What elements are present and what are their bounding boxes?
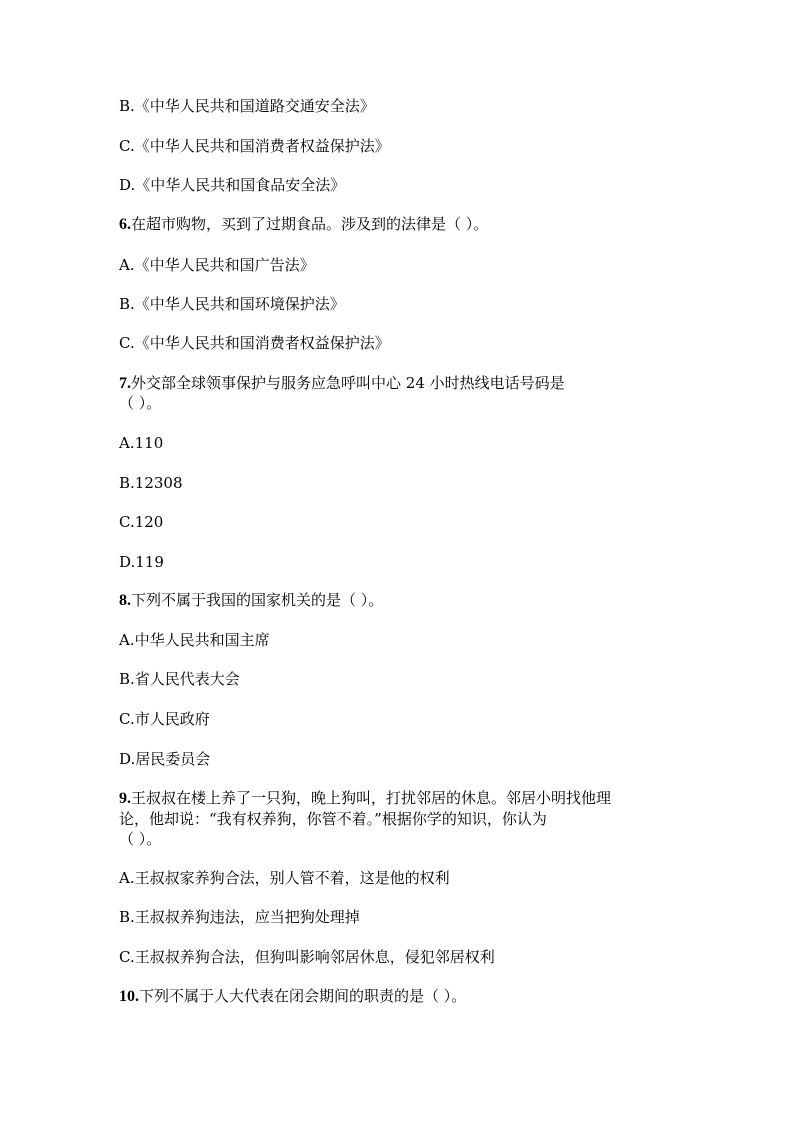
option-d-line (119, 175, 345, 195)
question-7-blank (119, 393, 161, 413)
option-a-line (119, 433, 163, 453)
option-c-line (119, 947, 495, 967)
line-text: A.《中华人民共和国广告法》 (119, 256, 315, 274)
question-9 (119, 788, 611, 809)
question-number: 10. (119, 988, 139, 1005)
question-text: 论，他却说：“我有权养狗，你管不着。”根据你学的知识，你认为 (119, 810, 547, 828)
question-text: 外交部全球领事保护与服务应急呼叫中心 24 小时热线电话号码是 (131, 374, 565, 392)
question-10 (119, 986, 466, 1007)
option-c-line (119, 136, 390, 156)
answer-blank: （ ）。 (119, 394, 162, 412)
line-text: B.12308 (119, 474, 183, 492)
line-text: C.120 (119, 513, 164, 531)
line-text: B.《中华人民共和国环境保护法》 (119, 295, 345, 313)
line-text: C.《中华人民共和国消费者权益保护法》 (119, 137, 390, 155)
line-text: C.王叔叔养狗合法，但狗叫影响邻居休息，侵犯邻居权利 (119, 948, 495, 966)
question-8 (119, 590, 383, 611)
option-b-line (119, 669, 240, 689)
line-text: A.王叔叔家养狗合法，别人管不着，这是他的权利 (119, 869, 450, 887)
option-c-line (119, 512, 163, 532)
option-c-line (119, 333, 390, 353)
option-c-line (119, 709, 210, 729)
question-number: 8. (119, 592, 131, 609)
option-a-line (119, 630, 270, 650)
line-text: B.王叔叔养狗违法，应当把狗处理掉 (119, 908, 360, 926)
option-a-line (119, 868, 450, 888)
line-text: B.省人民代表大会 (119, 670, 240, 688)
line-text: D.《中华人民共和国食品安全法》 (119, 176, 346, 194)
answer-blank: （ ）。 (119, 830, 162, 848)
question-text: 下列不属于人大代表在闭会期间的职责的是（ ）。 (139, 987, 467, 1005)
line-text: D.119 (119, 553, 164, 571)
line-text: C.《中华人民共和国消费者权益保护法》 (119, 334, 390, 352)
option-b-line (119, 907, 360, 927)
line-text: A.110 (119, 434, 164, 452)
option-d-line (119, 749, 210, 769)
question-9-continued (119, 809, 547, 829)
option-b-line (119, 294, 345, 314)
line-text: A.中华人民共和国主席 (119, 631, 270, 649)
option-b-line (119, 96, 375, 116)
option-d-line (119, 552, 164, 572)
question-6 (119, 214, 488, 235)
question-text: 王叔叔在楼上养了一只狗，晚上狗叫，打扰邻居的休息。邻居小明找他理 (131, 789, 612, 807)
question-number: 7. (119, 375, 131, 392)
option-a-line (119, 255, 315, 275)
question-text: 在超市购物，买到了过期食品。涉及到的法律是（ ）。 (131, 215, 489, 233)
question-text: 下列不属于我国的国家机关的是（ ）。 (131, 591, 384, 609)
line-text: D.居民委员会 (119, 750, 211, 768)
question-number: 6. (119, 216, 131, 233)
option-b-line (119, 473, 183, 493)
line-text: C.市人民政府 (119, 710, 210, 728)
question-9-blank (119, 829, 161, 849)
question-7 (119, 373, 565, 394)
line-text: B.《中华人民共和国道路交通安全法》 (119, 97, 375, 115)
question-number: 9. (119, 790, 131, 807)
